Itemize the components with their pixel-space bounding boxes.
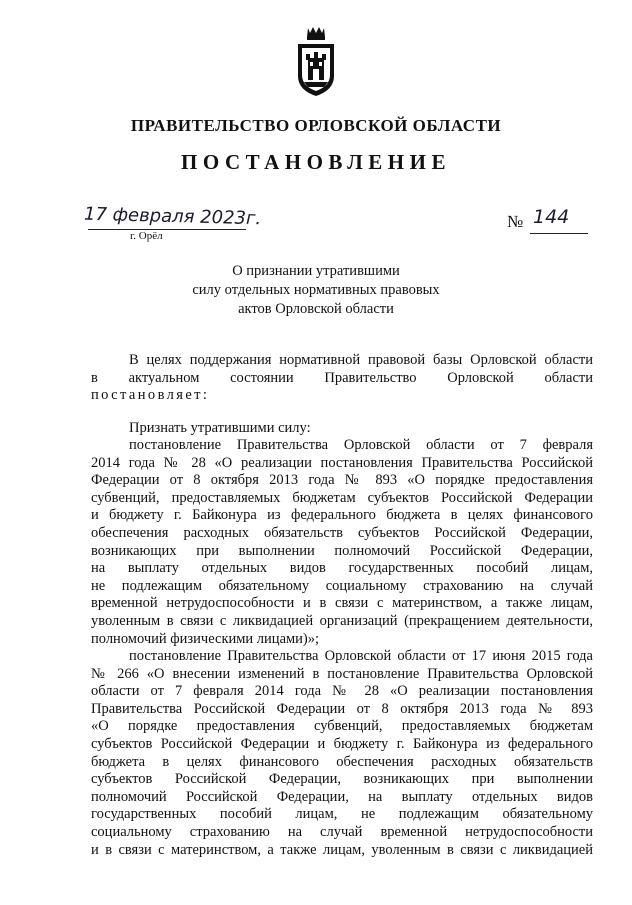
recognize-paragraph — [91, 420, 593, 438]
item-1-line: полномочий физическими лицами)»; — [91, 630, 320, 647]
preamble-line: в актуальном состоянии Правительство Орловской области — [91, 369, 593, 386]
decree-title: ПОСТАНОВЛЕНИЕ — [181, 150, 451, 174]
item-2-line: полномочий Российской Федерации, на выплату отдельных видов — [91, 788, 593, 805]
item-2-line: и в связи с материнством, а также лицам, уволенным в связи с ликвидацией — [91, 841, 593, 858]
item-1-line: уволенным в связи с ликвидацией организаций (прекращением деятельности, — [91, 612, 593, 629]
coat-of-arms-emblem — [294, 24, 338, 98]
item-2-line: области от 7 февраля 2014 года № 28 «О реализации постановления — [91, 683, 593, 700]
item-2-line: Правительства Российской Федерации от 8 октября 2013 года № 893 — [91, 700, 593, 717]
item-1-line: временной нетрудоспособности и в связи с материнством, а также лицам, — [91, 595, 593, 612]
number-label: № — [507, 212, 524, 231]
item-2 — [91, 648, 593, 859]
item-2-line: субъектов Российской Федерации и бюджету г. Байконура из федерального — [91, 735, 593, 752]
item-2-line: субъектов Российской Федерации, возникающих при выполнении — [91, 771, 593, 788]
item-1-line: не подлежащим обязательному социальному страхованию на случай — [91, 577, 593, 594]
item-2-line: постановление Правительства Орловской области от 17 июня 2015 года — [129, 648, 593, 664]
item-1-line: и бюджету г. Байконура из федерального бюджета в целях финансового — [91, 507, 593, 524]
item-1-line: субвенций, предоставляемых бюджетам субъектов Российской Федерации — [91, 489, 593, 506]
number-underline — [530, 233, 588, 234]
item-1-line: обеспечения расходных обязательств субъектов Российской Федерации, — [91, 524, 593, 541]
handwritten-date: 17 февраля 2023г. — [83, 203, 262, 230]
item-2-line: социальному страхованию на случай временной нетрудоспособности — [91, 823, 593, 840]
recognize-line: Признать утратившими силу: — [129, 420, 311, 436]
item-1-line: Федерации от 8 октября 2013 года № 893 «О порядке предоставления — [91, 472, 593, 489]
date-underline — [88, 229, 246, 230]
city-label: г. Орёл — [130, 230, 163, 242]
preamble — [91, 352, 593, 405]
item-1-line: на выплату отдельных видов государственных пособий лицам, — [91, 560, 593, 577]
item-1-line: возникающих при выполнении полномочий Российской Федерации, — [91, 542, 593, 559]
subject-line: актов Орловской области — [238, 301, 394, 317]
item-2-line: № 266 «О внесении изменений в постановление Правительства Орловской — [91, 665, 593, 682]
decree-subject — [0, 262, 632, 319]
subject-line: О признании утратившими — [232, 263, 400, 279]
item-2-line: «О порядке предоставления субвенций, предоставляемых бюджетам — [91, 718, 593, 735]
subject-line: силу отдельных нормативных правовых — [192, 282, 440, 298]
preamble-line: В целях поддержания нормативной правовой базы Орловской области — [129, 352, 593, 368]
item-2-line: бюджета в целях финансового обеспечения расходных обязательств — [91, 753, 593, 770]
item-1 — [91, 437, 593, 648]
preamble-resolves: постановляет: — [91, 387, 210, 404]
item-2-line: государственных пособий лицам, не подлежащим обязательному — [91, 806, 593, 823]
government-name: ПРАВИТЕЛЬСТВО ОРЛОВСКОЙ ОБЛАСТИ — [130, 116, 502, 135]
handwritten-number: 144 — [533, 206, 570, 228]
item-1-line: постановление Правительства Орловской области от 7 февраля — [129, 437, 593, 453]
item-1-line: 2014 года № 28 «О реализации постановления Правительства Российской — [91, 454, 593, 471]
